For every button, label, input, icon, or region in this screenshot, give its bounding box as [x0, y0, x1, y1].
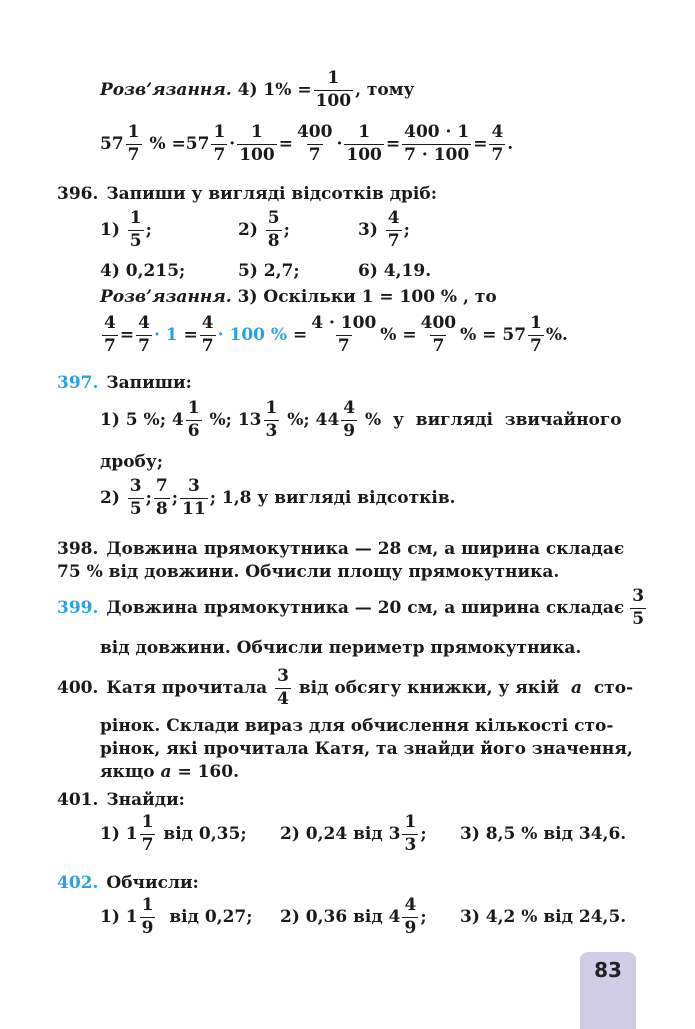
- fraction: $\frac{3}{4}$: [277, 666, 289, 709]
- fraction: $\frac{1}{3}$: [265, 398, 278, 441]
- solution-396-line1: Розв’язання. 3) Оскільки 1 = 100 % , то: [100, 287, 497, 307]
- problem-399-line2: від довжини. Обчисли периметр прямокутника.: [100, 638, 582, 658]
- fraction: $\frac{4}{7}$: [138, 313, 150, 356]
- problem-400-line4: якщо a = 160.: [100, 762, 240, 782]
- problem-number: 400.: [57, 678, 99, 699]
- problem-number: 399.: [57, 598, 99, 619]
- fraction: $\frac{4}{9}$: [343, 398, 356, 441]
- problem-397-part1: 1) 5 %; 4 $\frac{1}{6}$ %; 13 $\frac{1}{3}$ %; 44 $\frac{4}{9}$ % у вигляді звичайного: [100, 398, 622, 441]
- solution-label: Розв’язання.: [100, 80, 232, 101]
- problem-399-line1: 399. Довжина прямокутника — 20 см, а ширина складає $\frac{3}{5}$: [57, 586, 645, 629]
- fraction: $\frac{1}{100}$: [315, 68, 352, 111]
- fraction: $\frac{3}{11}$: [182, 476, 206, 519]
- fraction: $\frac{3}{5}$: [129, 476, 142, 519]
- mixed-number: 57 $\frac{1}{7}$: [100, 122, 140, 165]
- fraction: $\frac{4}{7}$: [491, 122, 504, 165]
- page-number-tab: [580, 952, 636, 1029]
- problem-398-line2: 75 % від довжини. Обчисли площу прямокутника.: [57, 562, 560, 582]
- fraction: $\frac{400}{7}$: [420, 313, 457, 356]
- fraction: $\frac{1}{3}$: [404, 812, 417, 855]
- solution-395-line2: 57 $\frac{1}{7}$ % = 57 $\frac{1}{7}$ · $\frac{1}{100}$ = $\frac{400}{7}$ · $\frac{1}{100}$ = $\frac{400 \cdot 1}{7 \cdot 100}$ = $\frac{4}{7}$ .: [100, 122, 514, 165]
- fraction: $\frac{1}{100}$: [346, 122, 382, 165]
- fraction: $\frac{1}{100}$: [239, 122, 275, 165]
- problem-396-decimals: 4) 0,215; 5) 2,7; 6) 4,19.: [100, 261, 432, 281]
- problem-401-items: 1) 1 $\frac{1}{7}$ від 0,35; 2) 0,24 від 3 $\frac{1}{3}$ ; 3) 8,5 % від 34,6.: [100, 812, 627, 855]
- fraction: $\frac{3}{5}$: [632, 586, 645, 629]
- fraction: $\frac{1}{7}$: [141, 812, 154, 855]
- problem-number: 398.: [57, 539, 99, 559]
- problem-402-items: 1) 1 $\frac{1}{9}$ від 0,27; 2) 0,36 від 4 $\frac{4}{9}$ ; 3) 4,2 % від 24,5.: [100, 895, 627, 938]
- fraction: $\frac{1}{6}$: [187, 398, 200, 441]
- problem-396-fractions: 1) $\frac{1}{5}$ ; 2) $\frac{5}{8}$ ; 3) $\frac{4}{7}$ ;: [100, 208, 410, 251]
- problem-402-title: 402. Обчисли:: [57, 873, 199, 893]
- problem-400-line1: 400. Катя прочитала $\frac{3}{4}$ від обсягу книжки, у якій a сто-: [57, 666, 634, 709]
- fraction: $\frac{4}{7}$: [201, 313, 214, 356]
- problem-398-line1: 398. Довжина прямокутника — 28 см, а ширина складає: [57, 539, 625, 559]
- fraction: $\frac{4}{9}$: [404, 895, 417, 938]
- problem-400-line3: рінок, які прочитала Катя, та знайди його значення,: [100, 739, 633, 759]
- fraction: $\frac{1}{5}$: [129, 208, 142, 251]
- problem-397-title: 397. Запиши:: [57, 373, 192, 393]
- fraction: $\frac{5}{8}$: [267, 208, 280, 251]
- fraction: $\frac{4 \cdot 100}{7}$: [311, 313, 377, 356]
- problem-number: 397.: [57, 373, 99, 393]
- solution-396-line2: $\frac{4}{7}$ = $\frac{4}{7}$ · 1 = $\frac{4}{7}$ · 100 % = $\frac{4 \cdot 100}{7}$ % = $\frac{400}{7}$ % = 57 $\frac{1}{7}$ %.: [104, 313, 568, 356]
- fraction: $\frac{4}{7}$: [387, 208, 400, 251]
- problem-397-wrap: дробу;: [100, 452, 164, 472]
- problem-number: 401.: [57, 790, 99, 810]
- mixed-number: 57 $\frac{1}{7}$: [185, 122, 226, 165]
- solution-395-line1: Розв’язання. 4) 1% = $\frac{1}{100}$ , тому: [100, 68, 415, 111]
- mixed-number: 57 $\frac{1}{7}$: [502, 313, 542, 356]
- page-number: 83: [594, 958, 622, 982]
- problem-401-title: 401. Знайди:: [57, 790, 185, 810]
- problem-number: 402.: [57, 873, 99, 893]
- fraction: $\frac{400}{7}$: [296, 122, 333, 165]
- problem-number: 396.: [57, 184, 99, 204]
- fraction: $\frac{4}{7}$: [104, 313, 116, 356]
- fraction: $\frac{1}{9}$: [141, 895, 154, 938]
- problem-396-title: 396. Запиши у вигляді відсотків дріб:: [57, 184, 438, 204]
- fraction: $\frac{7}{8}$: [155, 476, 168, 519]
- problem-400-line2: рінок. Склади вираз для обчислення кількості сто-: [100, 716, 614, 736]
- fraction: $\frac{400 \cdot 1}{7 \cdot 100}$: [404, 122, 470, 165]
- problem-397-part2: 2) $\frac{3}{5}$ ; $\frac{7}{8}$ ; $\frac{3}{11}$ ; 1,8 у вигляді відсотків.: [100, 476, 456, 519]
